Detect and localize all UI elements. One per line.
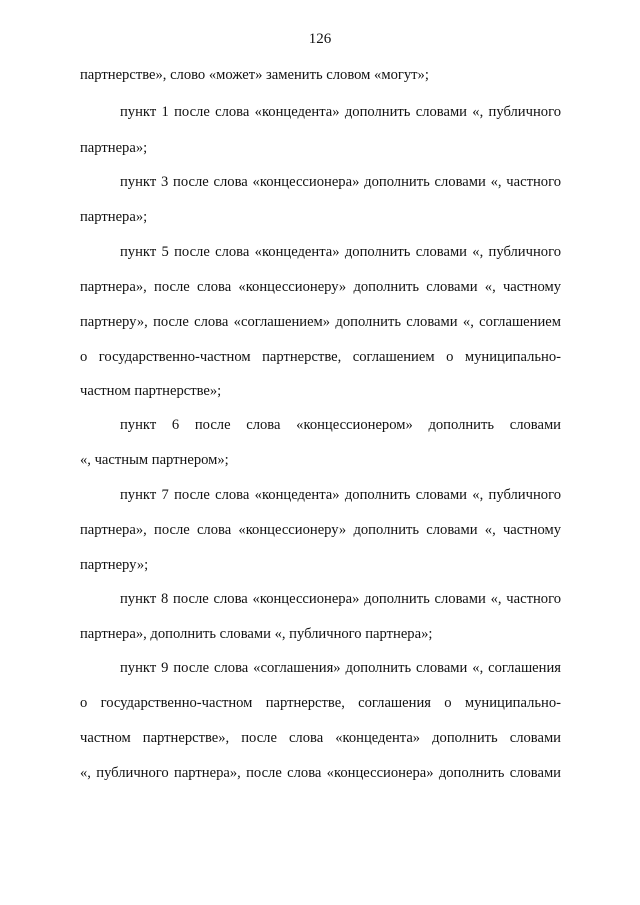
text-line-12: «, частным партнером»; [80,452,229,468]
page-number: 126 [308,31,332,47]
text-line-20: частном партнерстве», после слова «концедента» дополнить словами [80,730,561,746]
text-line-18: пункт 9 после слова «соглашения» дополнить словами «, соглашения [120,660,561,676]
text-line-10: частном партнерстве»; [80,383,222,399]
text-line-11: пункт 6 после слова «концессионером» дополнить словами [120,417,561,433]
text-line-16: пункт 8 после слова «концессионера» дополнить словами «, частного [120,591,561,607]
text-line-3: партнера»; [80,140,148,156]
text-line-6: пункт 5 после слова «концедента» дополнить словами «, публичного [120,244,561,260]
text-line-17: партнера», дополнить словами «, публичного партнера»; [80,626,433,642]
text-line-14: партнера», после слова «концессионеру» дополнить словами «, частному [80,522,561,538]
text-line-21: «, публичного партнера», после слова «концессионера» дополнить словами [80,765,561,781]
text-line-2: пункт 1 после слова «концедента» дополнить словами «, публичного [120,104,561,120]
text-line-5: партнера»; [80,209,148,225]
text-line-8: партнеру», после слова «соглашением» дополнить словами «, соглашением [80,314,561,330]
text-line-1: партнерстве», слово «может» заменить словом «могут»; [80,67,429,83]
text-line-7: партнера», после слова «концессионеру» дополнить словами «, частному [80,279,561,295]
text-line-13: пункт 7 после слова «концедента» дополнить словами «, публичного [120,487,561,503]
text-line-19: о государственно-частном партнерстве, соглашения о муниципально- [80,695,561,711]
text-line-4: пункт 3 после слова «концессионера» дополнить словами «, частного [120,174,561,190]
text-line-9: о государственно-частном партнерстве, соглашением о муниципально- [80,349,561,365]
text-line-15: партнеру»; [80,557,149,573]
